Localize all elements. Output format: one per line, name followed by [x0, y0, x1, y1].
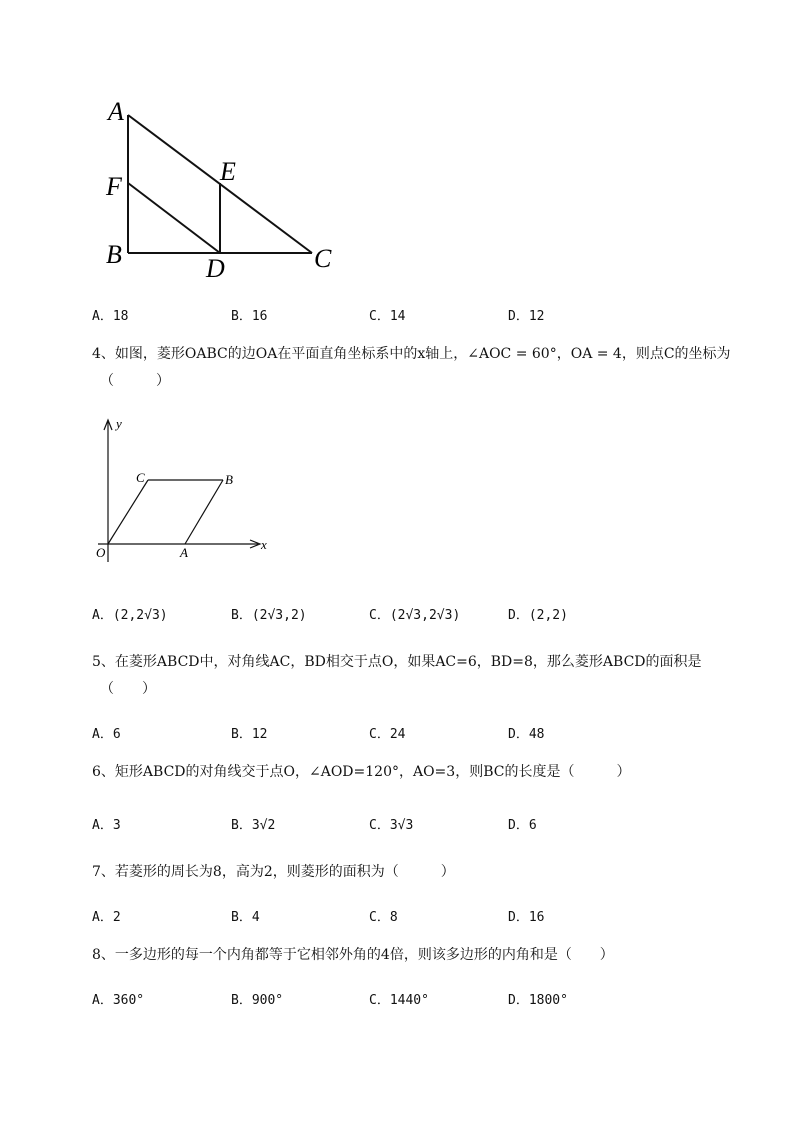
q7-text: 7、若菱形的周长为8，高为2，则菱形的面积为（ ）: [92, 864, 455, 880]
q8-option-b[interactable]: B．900°: [231, 993, 284, 1008]
q3-option-c[interactable]: C．14: [369, 309, 406, 324]
q4-text: 4、如图，菱形OABC的边OA在平面直角坐标系中的x轴上，∠AOC = 60°，OA = 4，则点C的坐标为: [92, 346, 731, 362]
q8-option-a[interactable]: A．360°: [92, 993, 145, 1008]
point-label-A: A: [180, 545, 188, 560]
q8-text: 8、一多边形的每一个内角都等于它相邻外角的4倍，则该多边形的内角和是（ ）: [92, 947, 614, 963]
q5-option-d[interactable]: D．48: [508, 727, 545, 742]
q3-option-a[interactable]: A．18: [92, 309, 129, 324]
axis-label-x: x: [261, 537, 267, 552]
point-label-C: C: [136, 470, 145, 485]
label-C: C: [314, 244, 332, 273]
q8-option-c[interactable]: C．1440°: [369, 993, 429, 1008]
label-F: F: [106, 172, 122, 201]
q7-option-a[interactable]: A．2: [92, 910, 121, 925]
q6-text: 6、矩形ABCD的对角线交于点O，∠AOD=120°，AO=3，则BC的长度是（ ）: [92, 764, 631, 780]
triangle-figure: [100, 95, 350, 285]
q6-option-c[interactable]: C．3√3: [369, 818, 414, 833]
q5-paren: （ ）: [100, 681, 156, 697]
q6-option-a[interactable]: A．3: [92, 818, 121, 833]
point-label-O: O: [96, 545, 106, 560]
label-B: B: [106, 240, 122, 269]
q4-option-b[interactable]: B．(2√3,2): [231, 608, 307, 623]
q5-option-a[interactable]: A．6: [92, 727, 121, 742]
label-A: A: [108, 97, 124, 126]
label-E: E: [220, 157, 236, 186]
q5-text: 5、在菱形ABCD中，对角线AC，BD相交于点O，如果AC=6，BD=8，那么菱形ABCD的面积是: [92, 654, 702, 670]
q4-option-a[interactable]: A．(2,2√3): [92, 608, 168, 623]
q4-option-d[interactable]: D．(2,2): [508, 608, 568, 623]
q3-option-b[interactable]: B．16: [231, 309, 268, 324]
point-label-B: B: [225, 472, 233, 487]
q3-option-d[interactable]: D．12: [508, 309, 545, 324]
q4-paren: （ ）: [100, 373, 170, 389]
q8-option-d[interactable]: D．1800°: [508, 993, 568, 1008]
rhombus-coordinate-figure: [90, 412, 280, 572]
q7-option-b[interactable]: B．4: [231, 910, 260, 925]
q6-option-b[interactable]: B．3√2: [231, 818, 276, 833]
q6-option-d[interactable]: D．6: [508, 818, 537, 833]
q4-option-c[interactable]: C．(2√3,2√3): [369, 608, 461, 623]
q5-option-c[interactable]: C．24: [369, 727, 406, 742]
axis-label-y: y: [116, 416, 122, 431]
q7-option-d[interactable]: D．16: [508, 910, 545, 925]
q7-option-c[interactable]: C．8: [369, 910, 398, 925]
label-D: D: [206, 254, 225, 283]
q5-option-b[interactable]: B．12: [231, 727, 268, 742]
